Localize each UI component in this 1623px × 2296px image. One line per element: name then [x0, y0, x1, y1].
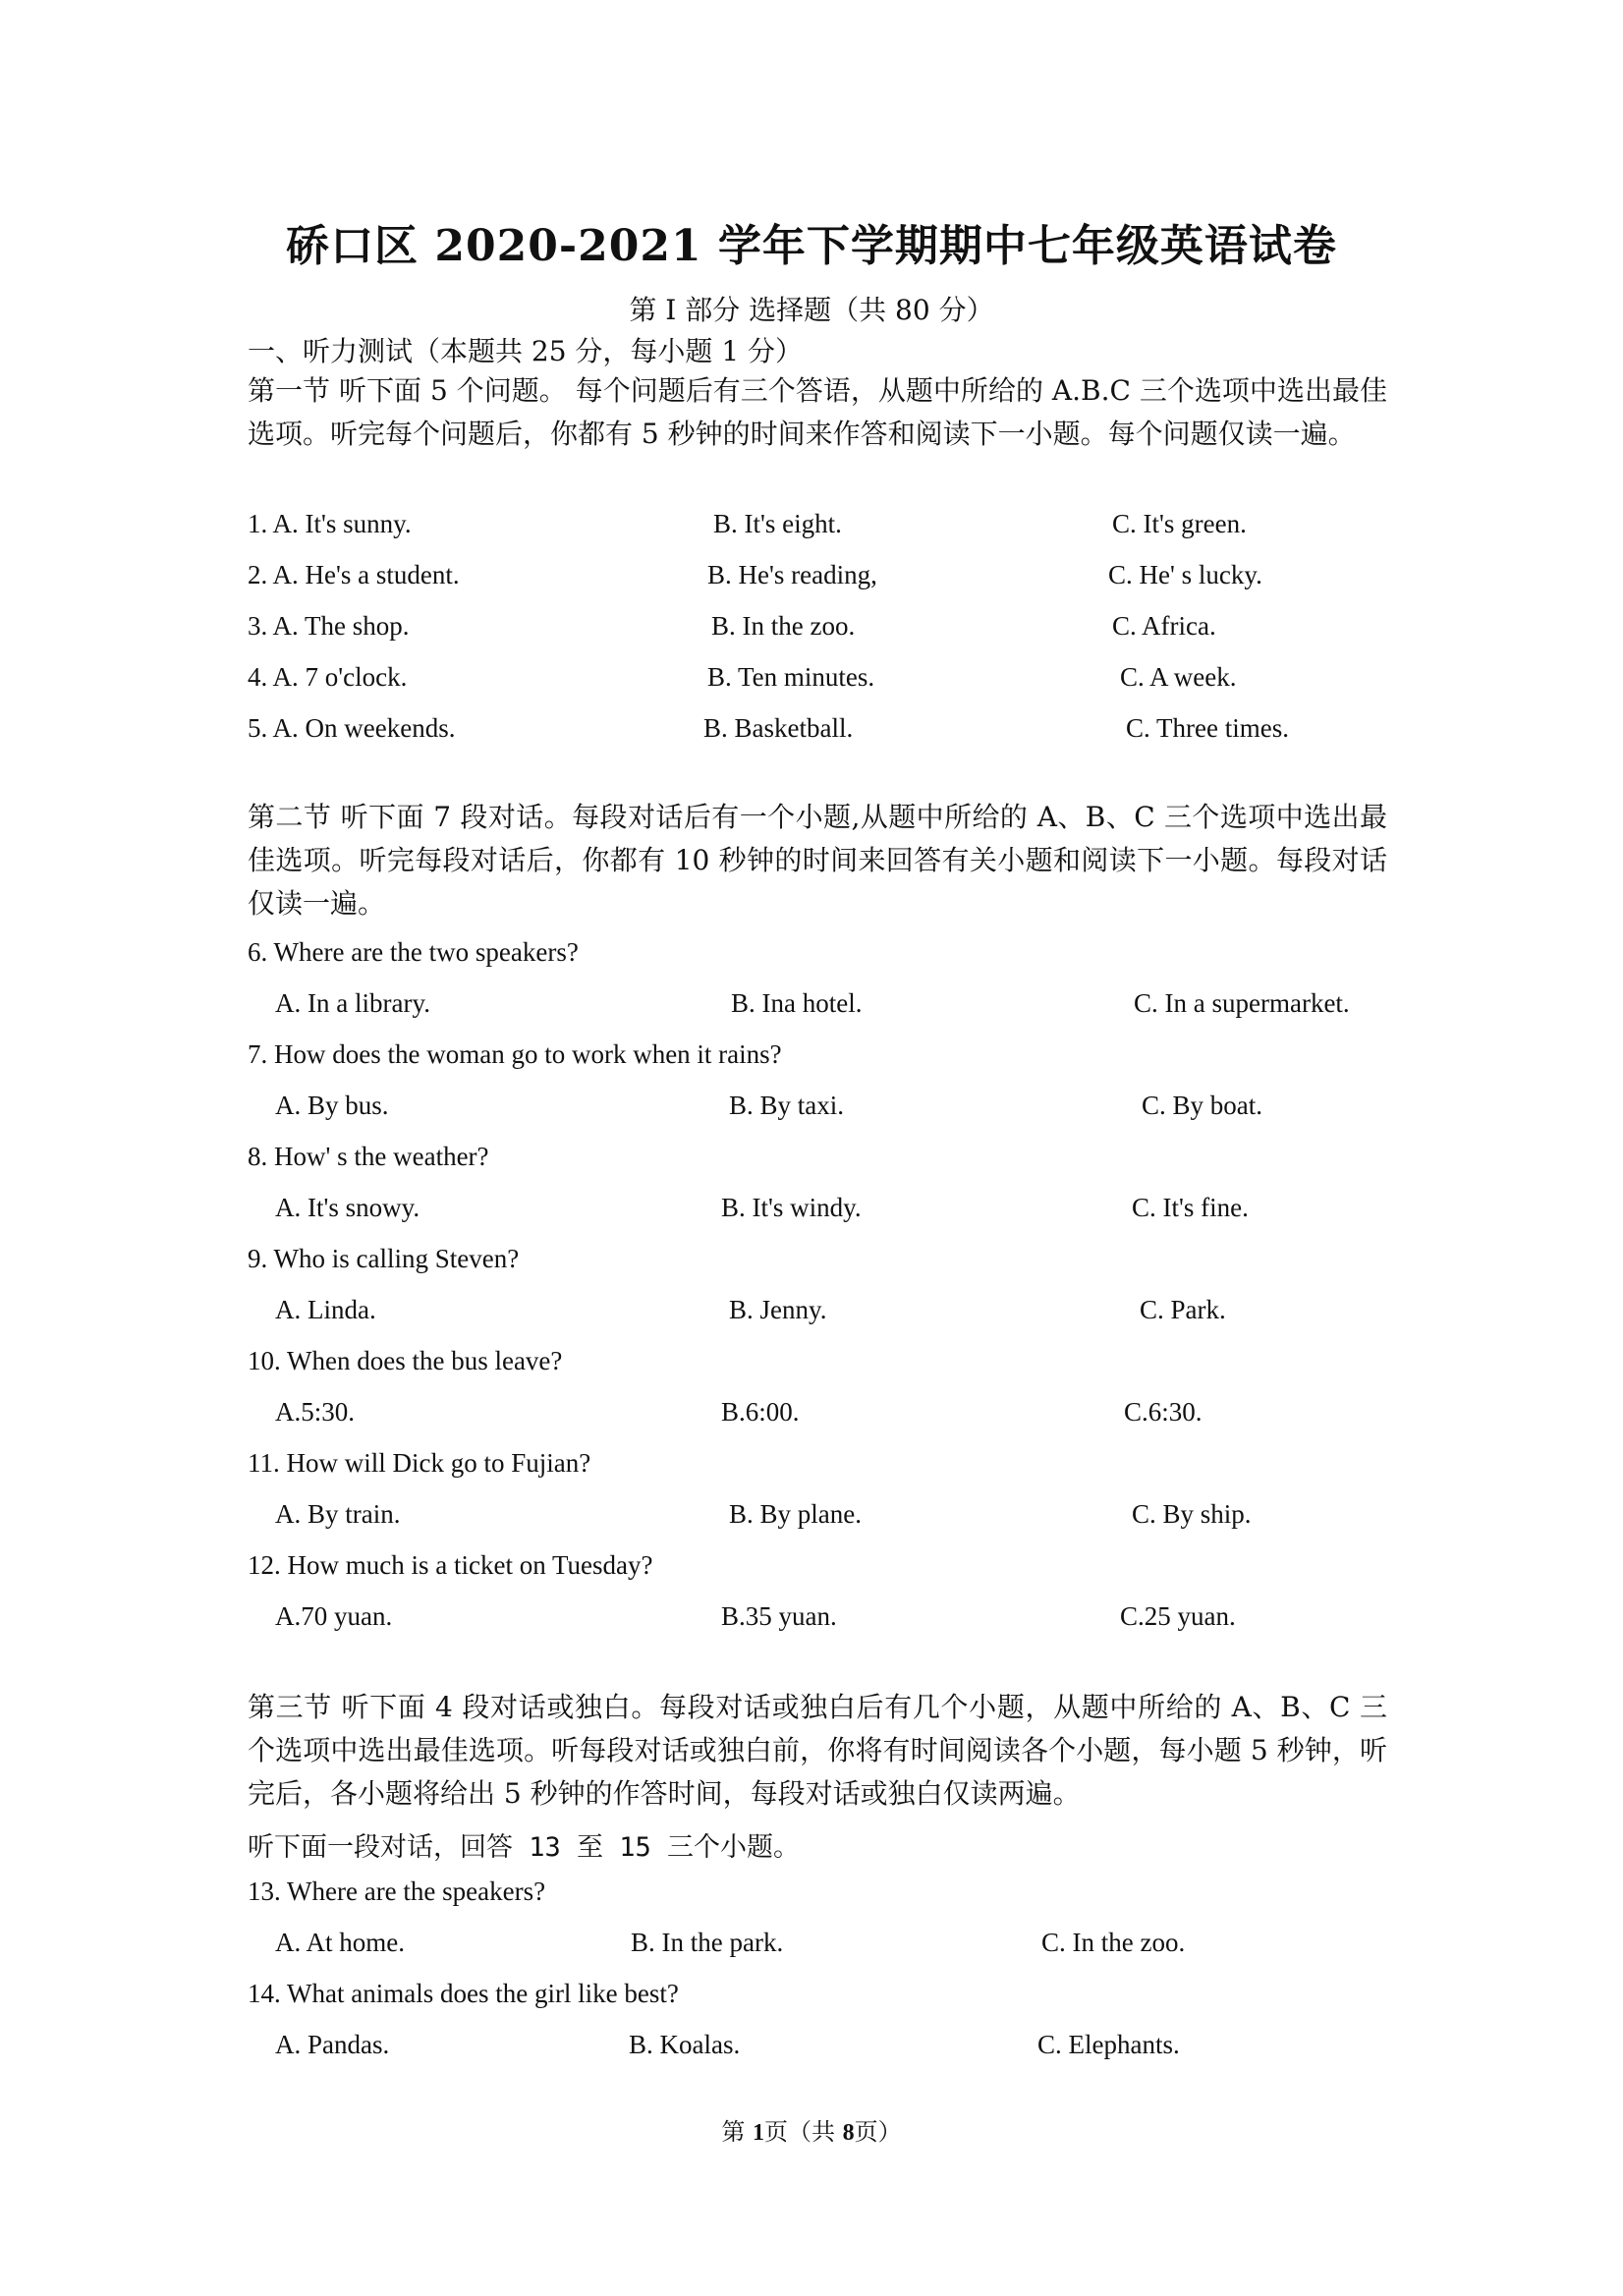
q4-option-a: 4. A. 7 o'clock. — [248, 662, 408, 692]
q9-option-a: A. Linda. — [275, 1295, 376, 1324]
page-footer — [0, 2112, 1623, 2147]
subsection2-instructions: 第二节 听下面 7 段对话。每段对话后有一个小题,从题中所给的 A、B、C 三个选项中选出最佳选项。听完每段对话后，你都有 10 秒钟的时间来回答有关小题和阅读下一小题。每段对话仅读一遍。 — [248, 801, 1387, 920]
q13-option-a: A. At home. — [275, 1928, 405, 1957]
subsection3-note: 听下面一段对话，回答 13 至 15 三个小题。 — [248, 1832, 801, 1863]
q7-option-a: A. By bus. — [275, 1091, 389, 1120]
q10-option-c: C.6:30. — [1124, 1397, 1203, 1427]
q12-option-c: C.25 yuan. — [1120, 1601, 1236, 1631]
q10-option-a: A.5:30. — [275, 1397, 355, 1427]
q12-stem: 12. How much is a ticket on Tuesday? — [248, 1550, 653, 1580]
q11-option-b: B. By plane. — [729, 1499, 862, 1529]
q5-option-c: C. Three times. — [1126, 713, 1289, 743]
q7-stem: 7. How does the woman go to work when it rains? — [248, 1039, 782, 1069]
q3-option-a: 3. A. The shop. — [248, 611, 410, 641]
q1-option-a: 1. A. It's sunny. — [248, 509, 412, 538]
q14-option-c: C. Elephants. — [1037, 2030, 1180, 2059]
q3-option-b: B. In the zoo. — [711, 611, 856, 641]
footer-middle: 页（共 — [764, 2118, 843, 2146]
q4-option-b: B. Ten minutes. — [707, 662, 875, 692]
exam-title: 硚口区 2020-2021 学年下学期期中七年级英语试卷 — [286, 221, 1337, 271]
subsection1-instructions: 第一节 听下面 5 个问题。 每个问题后有三个答语，从题中所给的 A.B.C 三个选项中选出最佳选项。听完每个问题后，你都有 5 秒钟的时间来作答和阅读下一小题。每个问题仅读一遍。 — [248, 374, 1387, 450]
footer-suffix: 页） — [854, 2118, 902, 2146]
q8-option-a: A. It's snowy. — [275, 1193, 420, 1222]
q2-option-a: 2. A. He's a student. — [248, 560, 460, 589]
q1-option-b: B. It's eight. — [713, 509, 842, 538]
part-heading: 第 I 部分 选择题（共 80 分） — [629, 294, 994, 326]
q6-option-c: C. In a supermarket. — [1134, 988, 1350, 1018]
q6-option-a: A. In a library. — [275, 988, 430, 1018]
q13-option-c: C. In the zoo. — [1041, 1928, 1186, 1957]
q11-stem: 11. How will Dick go to Fujian? — [248, 1448, 591, 1478]
q2-option-b: B. He's reading, — [707, 560, 877, 589]
q12-option-a: A.70 yuan. — [275, 1601, 393, 1631]
subsection3-instructions: 第三节 听下面 4 段对话或独白。每段对话或独白后有几个小题，从题中所给的 A、B、C 三个选项中选出最佳选项。听每段对话或独白前，你将有时间阅读各个小题，每小题 5 秒钟，听完后，各小题将给出 5 秒钟的作答时间，每段对话或独白仅读两遍。 — [248, 1691, 1387, 1810]
footer-total-pages: 8 — [842, 2120, 855, 2146]
q3-option-c: C. Africa. — [1112, 611, 1216, 641]
q6-stem: 6. Where are the two speakers? — [248, 937, 579, 967]
q12-option-b: B.35 yuan. — [721, 1601, 837, 1631]
q5-option-b: B. Basketball. — [703, 713, 854, 743]
q14-option-a: A. Pandas. — [275, 2030, 390, 2059]
q6-option-b: B. Ina hotel. — [731, 988, 863, 1018]
q9-stem: 9. Who is calling Steven? — [248, 1244, 520, 1273]
footer-prefix: 第 — [721, 2118, 753, 2146]
q7-option-b: B. By taxi. — [729, 1091, 845, 1120]
q4-option-c: C. A week. — [1120, 662, 1237, 692]
q14-stem: 14. What animals does the girl like best? — [248, 1979, 679, 2008]
section-one-heading: 一、听力测试（本题共 25 分，每小题 1 分） — [248, 335, 804, 367]
q1-option-c: C. It's green. — [1112, 509, 1247, 538]
q9-option-b: B. Jenny. — [729, 1295, 827, 1324]
q8-option-c: C. It's fine. — [1132, 1193, 1249, 1222]
q13-option-b: B. In the park. — [631, 1928, 784, 1957]
q9-option-c: C. Park. — [1140, 1295, 1226, 1324]
q10-stem: 10. When does the bus leave? — [248, 1346, 563, 1375]
q5-option-a: 5. A. On weekends. — [248, 713, 456, 743]
q7-option-c: C. By boat. — [1142, 1091, 1263, 1120]
q8-option-b: B. It's windy. — [721, 1193, 862, 1222]
q10-option-b: B.6:00. — [721, 1397, 800, 1427]
q2-option-c: C. He' s lucky. — [1108, 560, 1262, 589]
q14-option-b: B. Koalas. — [629, 2030, 741, 2059]
q11-option-c: C. By ship. — [1132, 1499, 1252, 1529]
q8-stem: 8. How' s the weather? — [248, 1142, 489, 1171]
q13-stem: 13. Where are the speakers? — [248, 1876, 546, 1906]
q11-option-a: A. By train. — [275, 1499, 401, 1529]
footer-page-number: 1 — [753, 2120, 764, 2146]
